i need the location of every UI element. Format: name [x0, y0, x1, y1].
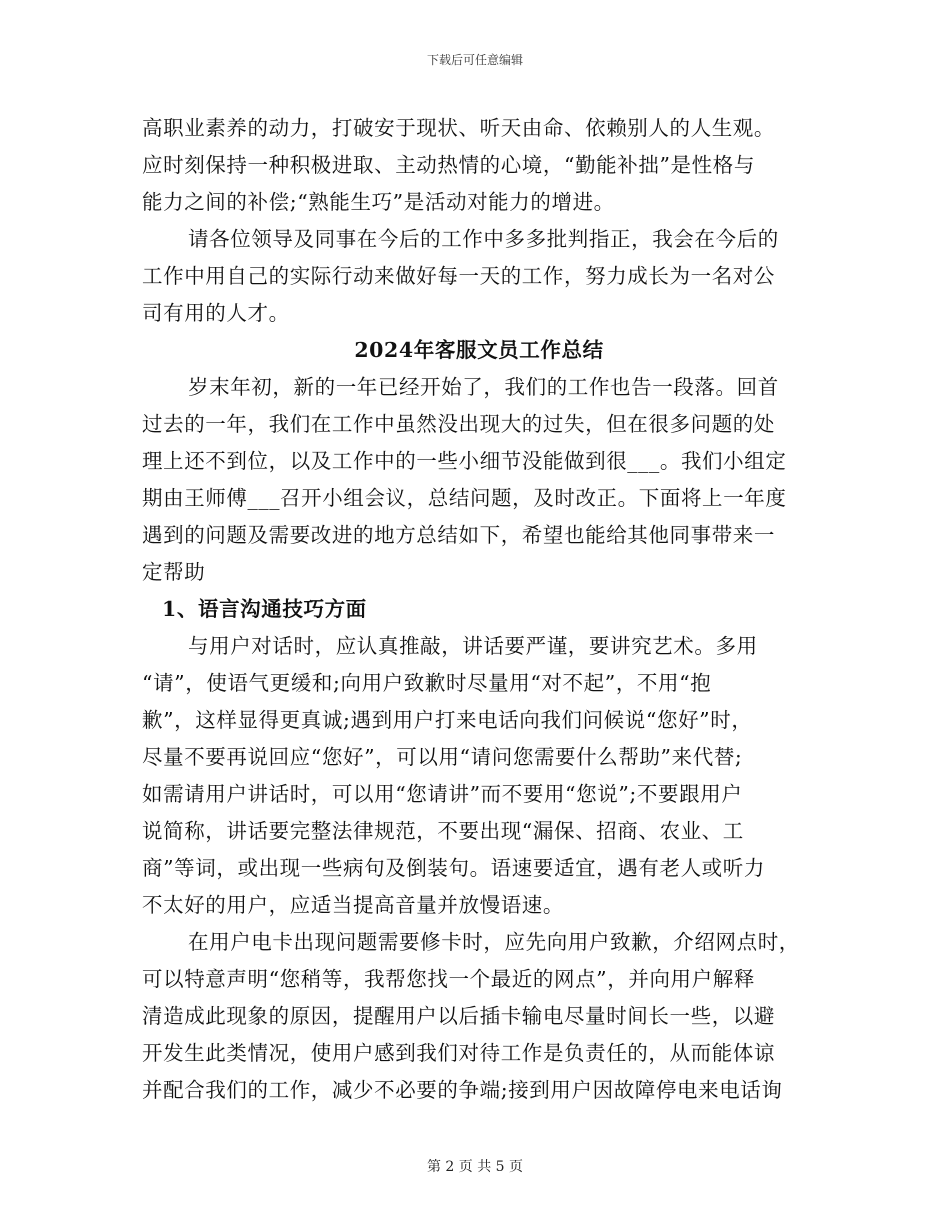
- body-line: 如需请用户讲话时，可以用“您请讲”而不要用“您说”;不要跟用户: [142, 782, 743, 806]
- body-line: 高职业素养的动力，打破安于现状、听天由命、依赖别人的人生观。: [142, 116, 775, 140]
- body-line: 尽量不要再说回应“您好”，可以用“请问您需要什么帮助”来代替;: [142, 745, 743, 769]
- body-line: 司有用的人才。: [142, 301, 290, 325]
- body-line: 理上还不到位，以及工作中的一些小细节没能做到很___。我们小组定: [142, 449, 787, 473]
- body-line: 应时刻保持一种积极进取、主动热情的心境，“勤能补拙”是性格与: [142, 153, 755, 177]
- subsection-heading: 1、语言沟通技巧方面: [162, 597, 367, 621]
- body-line: 歉”，这样显得更真诚;遇到用户打来电话向我们问候说“您好”时，: [142, 708, 753, 732]
- body-line: 说简称，讲话要完整法律规范，不要出现“漏保、招商、农业、工: [142, 819, 744, 843]
- body-line: 清造成此现象的原因，提醒用户以后插卡输电尽量时间长一些，以避: [142, 1004, 775, 1028]
- body-line: 定帮助: [142, 560, 206, 584]
- paragraph-first-line: 岁末年初，新的一年已经开始了，我们的工作也告一段落。回首: [188, 375, 779, 399]
- body-line: 能力之间的补偿;“熟能生巧”是活动对能力的增进。: [142, 190, 615, 214]
- body-line: 工作中用自己的实际行动来做好每一天的工作，努力成长为一名对公: [142, 264, 775, 288]
- body-line: 开发生此类情况，使用户感到我们对待工作是负责任的，从而能体谅: [142, 1041, 775, 1065]
- document-body: [142, 110, 812, 1109]
- body-line: 商”等词，或出现一些病句及倒装句。语速要适宜，遇有老人或听力: [142, 856, 765, 880]
- body-line: 可以特意声明“您稍等，我帮您找一个最近的网点”，并向用户解释: [142, 967, 755, 991]
- paragraph-first-line: 请各位领导及同事在今后的工作中多多批判指正，我会在今后的: [188, 227, 779, 251]
- paragraph-first-line: 与用户对话时，应认真推敲，讲话要严谨，要讲究艺术。多用: [188, 634, 758, 658]
- paragraph-first-line: 在用户电卡出现问题需要修卡时，应先向用户致歉，介绍网点时，: [188, 930, 800, 954]
- section-title: 2024年客服文员工作总结: [354, 338, 604, 362]
- page-header: 下载后可任意编辑: [426, 53, 523, 67]
- body-line: 不太好的用户，应适当提高音量并放慢语速。: [142, 893, 564, 917]
- body-line: 过去的一年，我们在工作中虽然没出现大的过失，但在很多问题的处: [142, 412, 775, 436]
- body-line: 期由王师傅___召开小组会议，总结问题，及时改正。下面将上一年度: [142, 486, 787, 510]
- page-footer: 第 2 页 共 5 页: [426, 1159, 524, 1175]
- body-line: “请”，使语气更缓和;向用户致歉时尽量用“对不起”，不用“抱: [142, 671, 712, 695]
- body-line: 遇到的问题及需要改进的地方总结如下，希望也能给其他同事带来一: [142, 523, 775, 547]
- body-line: 并配合我们的工作，减少不必要的争端;接到用户因故障停电来电话询: [142, 1078, 783, 1102]
